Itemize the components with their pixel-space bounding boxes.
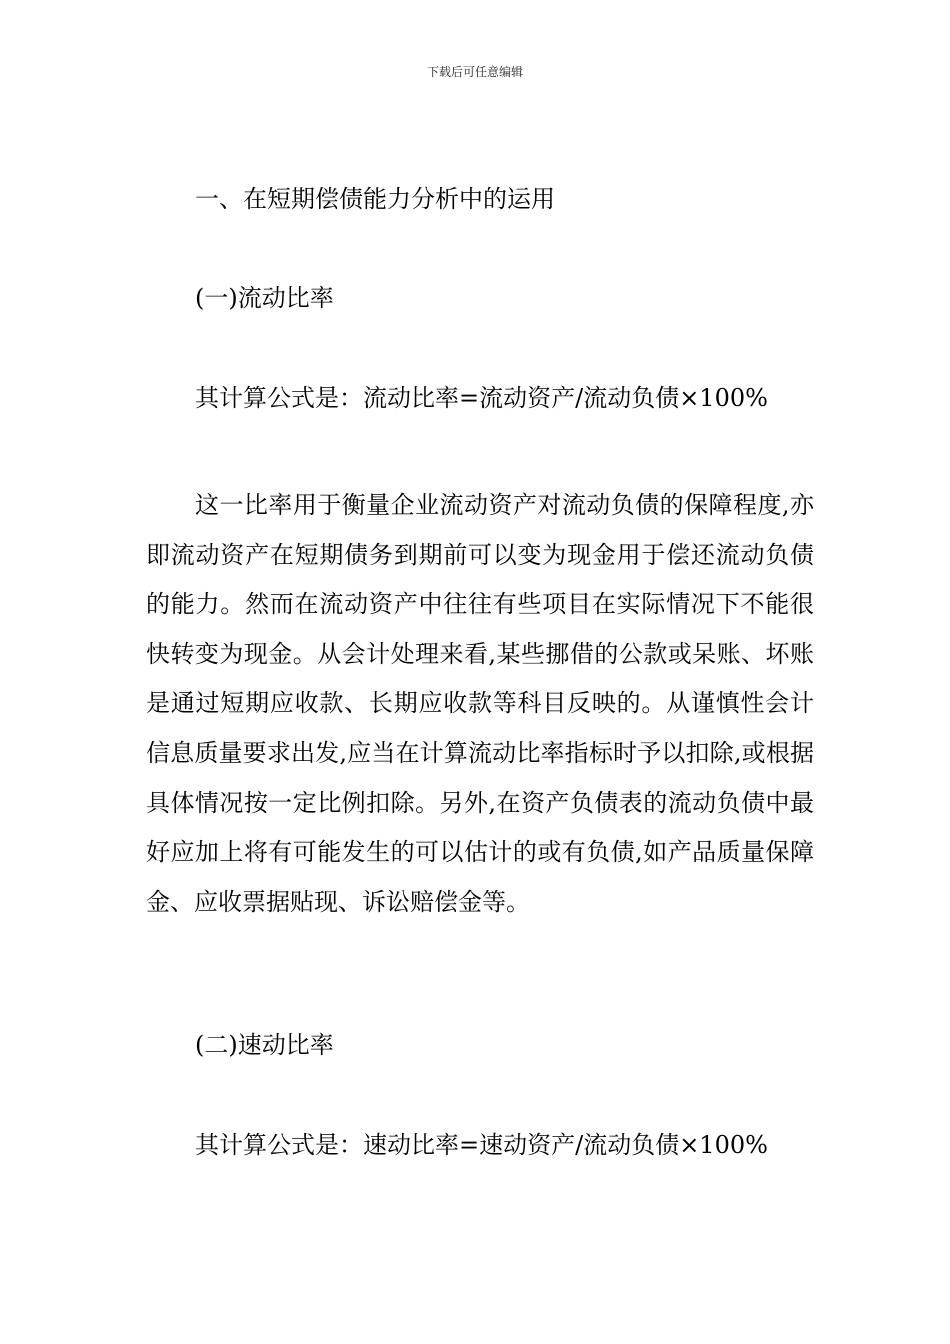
formula-current-ratio: 其计算公式是：流动比率=流动资产/流动负债×100% bbox=[195, 384, 768, 412]
body-paragraph: 这一比率用于衡量企业流动资产对流动负债的保障程度,亦即流动资产在短期债务到期前可以变为现金用于偿还流动负债的能力。然而在流动资产中往往有些项目在实际情况下不能很快转变为现金。从会计处理来看,某些挪借的公款或呆账、坏账是通过短期应收款、长期应收款等科目反映的。从谨慎性会计信息质量要求出发,应当在计算流动比率指标时予以扣除,或根据具体情况按一定比例扣除。另外,在资产负债表的流动负债中最好应加上将有可能发生的可以估计的或有负债,如产品质量保障金、应收票据贴现、诉讼赔偿金等。 bbox=[146, 491, 814, 916]
section-heading: 一、在短期偿债能力分析中的运用 bbox=[195, 185, 555, 213]
page-header-note: 下载后可任意编辑 bbox=[426, 65, 523, 79]
subheading-current-ratio: (一)流动比率 bbox=[195, 284, 334, 312]
subheading-quick-ratio: (二)速动比率 bbox=[195, 1031, 334, 1059]
formula-quick-ratio: 其计算公式是：速动比率=速动资产/流动负债×100% bbox=[195, 1131, 768, 1159]
